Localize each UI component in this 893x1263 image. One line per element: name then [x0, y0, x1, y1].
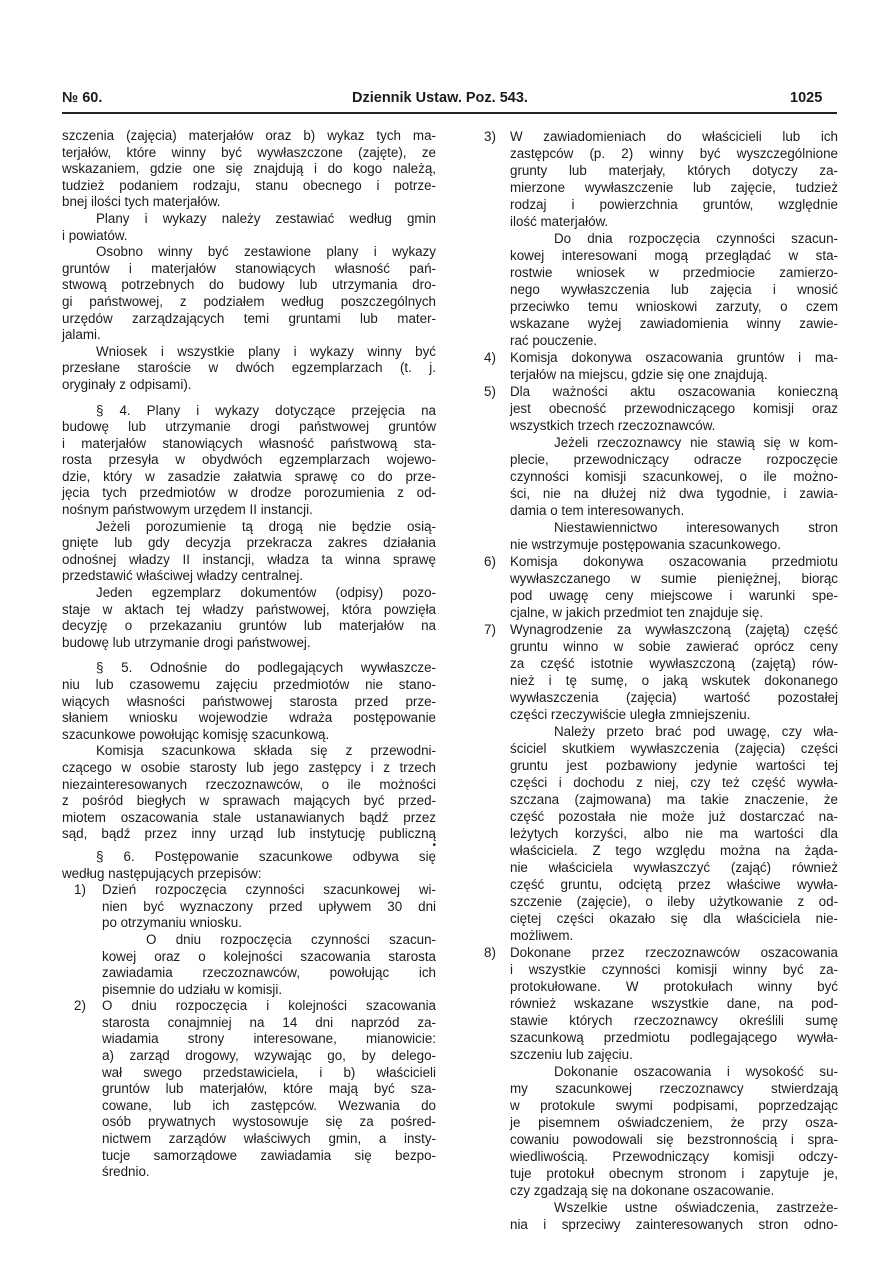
- numbered-item: [74, 882, 436, 932]
- text-line: zastępców (p. 2) winny być wyszczególnione: [510, 146, 838, 161]
- text-line: kowej interesowani mogą przeglądać w sta-: [510, 248, 838, 263]
- text-line: i powiatów.: [62, 227, 128, 243]
- text-line: zawiadamia rzeczoznawców, powołując ich: [102, 965, 436, 981]
- text-line: plecie, przewodniczący odracze rozpoczęcie: [510, 452, 838, 467]
- text-line: leżytych korzyści, albo nie ma wartości dla: [510, 826, 838, 841]
- text-line: szczenia (zajęcia) materjałów oraz b) wykaz tych ma-: [62, 128, 436, 143]
- text-line: właściciela. Z tego względu można na żąda-: [510, 843, 838, 858]
- text-line: cjalne, w jakich przedmiot ten znajduje się.: [510, 605, 764, 620]
- paragraph: [62, 660, 436, 743]
- text-line: gruntów lub materjałów, które mają być sza-: [102, 1081, 436, 1097]
- text-line: damia o tem interesowanych.: [510, 503, 685, 518]
- text-line: Jeżeli porozumienie tą drogą nie będzie osią-: [96, 518, 436, 534]
- text-line: Jeden egzemplarz dokumentów (odpisy) pozo-: [96, 585, 436, 601]
- text-line: możliwem.: [510, 928, 574, 943]
- text-line: nego wywłaszczenia lub zajęcia i wnosić: [510, 282, 838, 297]
- text-line: Do dnia rozpoczęcia czynności szacun-: [554, 231, 838, 246]
- item-number: 5): [484, 384, 496, 399]
- text-line: rać pouczenie.: [510, 333, 598, 348]
- text-line: Wynagrodzenie za wywłaszczoną (zajętą) część: [510, 622, 838, 637]
- text-line: cowaniu powodowali się bezstronnością i spra-: [510, 1132, 838, 1147]
- item-number: 3): [484, 129, 496, 144]
- text-line: dzie, który w zasadzie załatwia sprawę co do prze-: [62, 468, 436, 484]
- right-column: [484, 128, 838, 1233]
- text-line: czynności komisji szacunkowej, o ile możno-: [510, 469, 838, 484]
- text-line: szczenie (zajęcie), o ileby użytkowanie z od-: [510, 894, 838, 909]
- text-line: decyzję o przekazaniu gruntów lub materjałów na: [62, 618, 436, 634]
- paragraph: [484, 1063, 838, 1199]
- text-line: za część istotnie wywłaszczoną (zajętą) rów-: [510, 656, 838, 671]
- text-line: ilość materjałów.: [510, 214, 609, 229]
- text-line: my szacunkowej rzeczoznawcy stwierdzają: [510, 1081, 838, 1096]
- text-line: jalami.: [62, 327, 101, 343]
- paragraph: [62, 344, 436, 394]
- text-line: bnej ilości tych materjałów.: [62, 194, 221, 210]
- text-line: § 4. Plany i wykazy dotyczące przejęcia na: [96, 402, 436, 418]
- text-line: szacunkowe powołując komisję szacunkową.: [62, 726, 330, 742]
- text-line: nie właściciela wywłaszczyć (zająć) również: [510, 860, 838, 875]
- left-column: [62, 128, 436, 1181]
- text-line: gruntu jest pozbawiony jedynie wartości tej: [510, 758, 838, 773]
- text-line: nictwem zarządów właściwych gmin, a insty-: [102, 1131, 436, 1147]
- text-line: gruntu winno w sobie zawierać oprócz ceny: [510, 639, 838, 654]
- text-line: Komisja dokonywa oszacowania przedmiotu: [510, 554, 838, 569]
- text-line: wał swego przedstawiciela, i b) właścicieli: [102, 1064, 436, 1080]
- text-line: czy zgadzają się na dokonane oszacowanie.: [510, 1183, 775, 1198]
- text-line: Jeżeli rzeczoznawcy nie stawią się w kom-: [554, 435, 838, 450]
- text-line: rostwie wniosek w przedmiocie zamierzo-: [510, 265, 838, 280]
- text-line: niezainteresowanych rzeczoznawców, o ile możności: [62, 776, 436, 792]
- text-line: W zawiadomieniach do właścicieli lub ich: [510, 129, 838, 144]
- text-line: średnio.: [102, 1164, 150, 1180]
- text-line: gnięte lub gdy decyzja przekracza zakres działania: [62, 535, 436, 551]
- text-line: ści, nie na dłużej niż dwa tygodnie, i zawia-: [510, 486, 838, 501]
- text-line: protokułowane. W protokułach winny być: [510, 979, 838, 994]
- text-line: urzędów zarządzających temi gruntami lub mater-: [62, 310, 436, 326]
- text-line: nien być wyznaczony przed upływem 30 dni: [102, 898, 436, 914]
- paragraph: [484, 230, 838, 349]
- paragraph: [62, 743, 436, 849]
- item-number: 7): [484, 622, 496, 637]
- text-line: starosta conajmniej na 14 dni naprzód za-: [102, 1014, 436, 1030]
- text-line: i wszystkie czynności komisji winny być za-: [510, 962, 838, 977]
- text-line: tucje samorządowe zawiadamia się bezpo-: [102, 1147, 436, 1163]
- text-line: O dniu rozpoczęcia i kolejności szacowania: [102, 998, 436, 1014]
- text-line: pisemnie do udziału w komisji.: [102, 981, 283, 997]
- text-line: staje w aktach tej władzy państwowej, która powzięła: [62, 601, 436, 617]
- paragraph: [62, 244, 436, 344]
- paragraph: [62, 585, 436, 651]
- text-line: szczeniu lub zajęciu.: [510, 1047, 633, 1062]
- numbered-item: [484, 944, 838, 1063]
- text-line: rosta przesyła w obydwóch egzemplarzach wojewo-: [62, 452, 436, 468]
- text-line: części i dochodu z niej, czy też część wywła-: [510, 775, 838, 790]
- text-line: stawie których rzeczoznawcy określili sumę: [510, 1013, 838, 1028]
- page-number: 1025: [790, 90, 823, 106]
- text-line: rodzaj i powierzchnia gruntów, względnie: [510, 197, 838, 212]
- text-line: wiadamia strony interesowane, mianowicie:: [102, 1031, 436, 1047]
- text-line: nia i sprzeciwy zainteresowanych stron odno-: [510, 1217, 838, 1232]
- paragraph: [62, 403, 436, 519]
- text-line: przesłane staroście w dwóch egzemplarzach (t. j.: [62, 360, 436, 376]
- paragraph: [484, 723, 838, 944]
- item-number: 8): [484, 945, 496, 960]
- text-line: a) zarząd drogowy, wzywając go, by delego-: [102, 1048, 436, 1064]
- text-line: Plany i wykazy należy zestawiać według gmin: [96, 210, 436, 226]
- journal-title: Dziennik Ustaw. Poz. 543.: [352, 90, 528, 106]
- text-line: przeciwko temu wnioskowi zarzuty, o czem: [510, 299, 838, 314]
- text-line: tuje protokuł obecnym stronom i zapytuje je,: [510, 1166, 838, 1181]
- numbered-item: [484, 553, 838, 621]
- paragraph: [484, 434, 838, 519]
- text-line: Należy przeto brać pod uwagę, czy wła-: [554, 724, 838, 739]
- period-mark: •: [432, 839, 436, 851]
- text-line: osób prywatnych wystosowuje się za pośred-: [102, 1114, 436, 1130]
- text-line: wszystkich trzech rzeczoznawców.: [510, 418, 716, 433]
- numbered-item: [74, 998, 436, 1181]
- paragraph: [62, 211, 436, 244]
- text-line: stwową potrzebnych do budowy lub utrzymania dro-: [62, 277, 436, 293]
- text-line: czącego w osobie starosty lub jego zastępcy i z trzech: [62, 759, 436, 775]
- text-line: cowane, lub ich zastępców. Wezwania do: [102, 1097, 436, 1113]
- item-number: 4): [484, 350, 496, 365]
- item-number: 2): [74, 998, 86, 1014]
- text-line: budowę lub utrzymanie drogi państwowej gruntów: [62, 419, 436, 435]
- text-line: również wskazane wszystkie dane, na pod-: [510, 996, 838, 1011]
- text-line: słaniem wniosku wojewodzie wdraża postępowanie: [62, 710, 436, 726]
- text-line: Komisja dokonywa oszacowania gruntów i ma-: [510, 350, 838, 365]
- issue-number: № 60.: [62, 90, 103, 106]
- text-line: wskazane wyżej zawiadomienia winny zawie-: [510, 316, 838, 331]
- text-line: kowej oraz o kolejności szacowania starosta: [102, 948, 436, 964]
- paragraph: [62, 849, 436, 882]
- text-line: po otrzymaniu wniosku.: [102, 915, 242, 931]
- text-line: grunty lub materjały, których dotyczy za-: [510, 163, 838, 178]
- text-line: wywłaszczenia (zajęcia) wartość pozostałej: [510, 690, 838, 705]
- text-line: ciętej części okazało się dla właściciela nie-: [510, 911, 838, 926]
- text-line: O dniu rozpoczęcia czynności szacun-: [146, 931, 436, 947]
- paragraph: [62, 128, 436, 211]
- text-line: oryginały z odpisami).: [62, 376, 192, 392]
- numbered-item: [484, 128, 838, 230]
- text-line: nie wstrzymuje postępowania szacunkowego.: [510, 537, 781, 552]
- text-line: szacunkową przedmiotu podlegającego wywła-: [510, 1030, 838, 1045]
- text-line: Dzień rozpoczęcia czynności szacunkowej wi-: [102, 882, 436, 898]
- text-line: § 5. Odnośnie do podlegających wywłaszcze-: [96, 660, 436, 676]
- text-line: Niestawiennictwo interesowanych stron: [554, 520, 838, 535]
- text-line: Osobno winny być zestawione plany i wykazy: [96, 244, 436, 260]
- text-line: gi państwowej, z podziałem według poszczególnych: [62, 293, 436, 309]
- text-line: pod uwagę ceny miejscowe i warunki spe-: [510, 588, 838, 603]
- text-line: Wniosek i wszystkie plany i wykazy winny być: [96, 343, 436, 359]
- paragraph: [484, 1199, 838, 1233]
- text-line: wywłaszczanego w sumie pieniężnej, biorąc: [510, 571, 838, 586]
- paragraph: [62, 519, 436, 585]
- text-line: przedstawić właściwej władzy centralnej.: [62, 568, 304, 584]
- text-line: je pisemnem oświadczeniem, że przy osza-: [510, 1115, 838, 1130]
- numbered-item: [484, 349, 838, 383]
- text-line: ściciel skutkiem wywłaszczenia (zajęcia) części: [510, 741, 838, 756]
- item-number: 6): [484, 554, 496, 569]
- text-line: części rzeczywiście uległa zmniejszeniu.: [510, 707, 751, 722]
- text-line: budowę lub utrzymanie drogi państwowej.: [62, 634, 311, 650]
- numbered-item: [484, 621, 838, 723]
- header-rule: [62, 112, 837, 114]
- text-line: i materjałów stanowiących własność państwową sta-: [62, 435, 436, 451]
- text-line: nież i tę sumę, o jaką wskutek dokonanego: [510, 673, 838, 688]
- text-line: wskazaniem, gdzie one się znajdują i do kogo należą,: [62, 161, 436, 177]
- text-line: wiedliwością. Przewodniczący komisji odczy-: [510, 1149, 838, 1164]
- text-line: szczana (zajmowana) ma takie znaczenie, że: [510, 792, 838, 807]
- text-line: jęcia tych przedmiotów w drodze porozumienia z od-: [62, 485, 436, 501]
- text-line: nośnym państwowym urzędem II instancji.: [62, 502, 313, 518]
- text-line: część gruntu, odciętą przez właściwe wywła-: [510, 877, 838, 892]
- text-line: odnośnej władzy II instancji, władza ta winna sprawę: [62, 551, 436, 567]
- numbered-item: [484, 383, 838, 434]
- text-line: z pośród biegłych w sprawach mających być przed-: [62, 793, 436, 809]
- text-line: terjałów, które winny być wywłaszczone (zajęte), ze: [62, 144, 436, 160]
- text-line: Wszelkie ustne oświadczenia, zastrzeże-: [554, 1200, 838, 1215]
- text-line: sąd, bądź przez inny urząd lub instytucję publiczną: [62, 826, 436, 842]
- text-line: Dokonane przez rzeczoznawców oszacowania: [510, 945, 838, 960]
- text-line: jest obecność przewodniczącego komisji oraz: [510, 401, 838, 416]
- text-line: mierzone wywłaszczenie lub zajęcie, tudzież: [510, 180, 838, 195]
- text-line: terjałów na miejscu, gdzie się one znajdują.: [510, 367, 768, 382]
- text-line: § 6. Postępowanie szacunkowe odbywa się: [96, 848, 436, 864]
- text-line: Dokonanie oszacowania i wysokość su-: [554, 1064, 838, 1079]
- paragraph: [484, 519, 838, 553]
- text-line: miotem oszacowania stale ustanawianych bądź przez: [62, 809, 436, 825]
- text-line: niu lub czasowemu zajęciu przedmiotów nie stano-: [62, 677, 436, 692]
- text-line: tudzież podaniem rodzaju, stanu obecnego i potrze-: [62, 177, 436, 193]
- text-line: część pozostała nie może już dostarczać na-: [510, 809, 838, 824]
- text-line: według następujących przepisów:: [62, 865, 262, 881]
- text-line: wiących własności państwowej starosta przed prze-: [62, 693, 436, 709]
- text-line: w protokule swymi podpisami, poprzedzając: [510, 1098, 838, 1113]
- text-line: Komisja szacunkowa składa się z przewodni-: [96, 743, 436, 759]
- text-line: gruntów i materjałów stanowiących własność pań-: [62, 260, 436, 276]
- text-line: Dla ważności aktu oszacowania konieczną: [510, 384, 838, 399]
- paragraph: [74, 932, 436, 998]
- item-number: 1): [74, 882, 86, 898]
